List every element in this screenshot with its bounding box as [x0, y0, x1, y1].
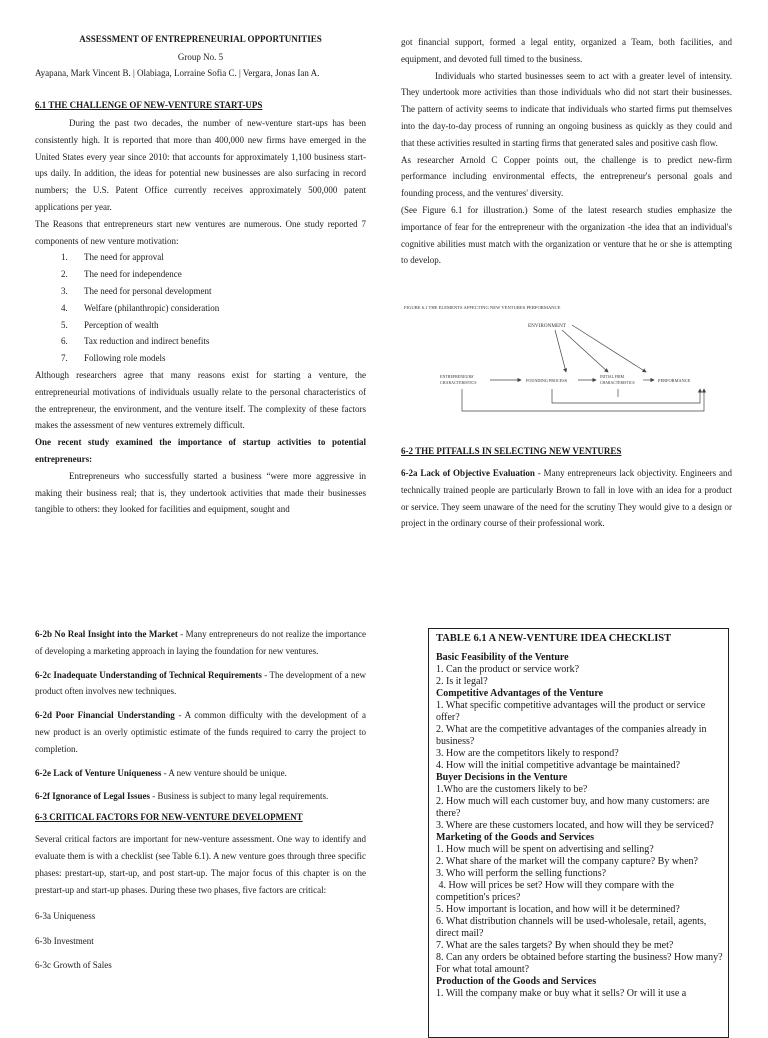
figure-caption: FIGURE 6.1 THE ELEMENTS AFFECTING NEW VENTURES PERFORMANCE	[404, 305, 561, 310]
paragraph: The Reasons that entrepreneurs start new ventures are numerous. One study reported 7 components of new venture motivation:	[35, 218, 366, 246]
critical-factor: 6-3b Investment	[35, 935, 94, 946]
feedback-line	[552, 389, 700, 403]
paragraph: Individuals who started businesses seem to act with a greater level of intensity. They undertook more activities than those individuals who did not start their businesses. The pattern of activity seems to indicate that individuals who started firms put themselves into the day-to-day process of running an ongoing business as quickly as they could and that these activities resulted in starting firms that generated sales and positive cash flow.	[401, 70, 732, 148]
table-item: 6. What distribution channels will be used-wholesale, retail, agents, direct mail?	[436, 916, 709, 939]
arrow	[562, 330, 608, 372]
performance-label: PERFORMANCE	[658, 378, 691, 383]
term: 6-2f Ignorance of Legal Issues	[35, 791, 150, 802]
pitfall-6-2b	[35, 626, 366, 660]
table-item: 4. How will the initial competitive advantage be maintained?	[436, 760, 681, 771]
entrepreneur-characteristics-label: CHARACTERISTICS	[440, 380, 477, 385]
table-item: 2. How much will each customer buy, and how many customers: are there?	[436, 796, 712, 819]
table-section	[436, 652, 728, 688]
table-title: TABLE 6.1 A NEW-VENTURE IDEA CHECKLIST	[436, 633, 672, 644]
section-heading-6-2: 6-2 THE PITFALLS IN SELECTING NEW VENTURES	[401, 446, 622, 456]
table-section	[436, 976, 728, 1000]
table-section-heading: Marketing of the Goods and Services	[436, 832, 595, 843]
entrepreneur-characteristics-label: ENTREPRENEURS'	[440, 374, 475, 379]
table-section	[436, 688, 728, 772]
table-item: 2. What are the competitive advantages of the companies already in business?	[436, 724, 710, 747]
term-text: - Business is subject to many legal requirements.	[150, 791, 329, 802]
author-line: Ayapana, Mark Vincent B. | Olabiaga, Lorraine Sofia C. | Vergara, Jonas Ian A.	[35, 68, 320, 78]
table-item: 4. How will prices be set? How will they compare with the competition's prices?	[436, 880, 677, 903]
table-item: 1. What specific competitive advantages will the product or service offer?	[436, 700, 708, 723]
pitfalls-section	[401, 446, 732, 532]
bold-paragraph: One recent study examined the importance of startup activities to potential entrepreneurs:	[35, 437, 366, 464]
pitfall-6-2a	[401, 465, 732, 532]
section-heading-6-1: 6.1 THE CHALLENGE OF NEW-VENTURE START-UPS	[35, 100, 263, 110]
term-text: - A new venture should be unique.	[161, 767, 287, 778]
figure-6-1-diagram	[400, 300, 732, 418]
critical-factor: 6-3c Growth of Sales	[35, 960, 112, 971]
pitfall-6-2d	[35, 707, 366, 757]
checklist-table	[428, 628, 729, 1038]
term-text: - The development of a new product often involves new techniques.	[35, 669, 366, 697]
pitfall-6-2e	[35, 765, 366, 782]
list-item: 6. Tax reduction and indirect benefits	[70, 333, 366, 350]
paragraph: (See Figure 6.1 for illustration.) Some of the latest research studies emphasize the importance of fear for the entrepreneur with the organization -the idea that an individual's cognitive abilities must match with the organization or venture that he or she is attempting to develop.	[401, 204, 732, 266]
table-item: 1. How much will be spent on advertising and selling?	[436, 844, 654, 855]
table-item: 5. How important is location, and how will it be determined?	[436, 904, 680, 915]
list-item: 4. Welfare (philanthropic) consideration	[70, 300, 366, 317]
table-section	[436, 772, 728, 832]
table-section-heading: Production of the Goods and Services	[436, 976, 597, 987]
table-item: 1.Who are the customers likely to be?	[436, 784, 588, 795]
list-item: 7. Following role models	[70, 350, 366, 367]
term: 6-2a Lack of Objective Evaluation	[401, 468, 535, 478]
list-item: 3. The need for personal development	[70, 283, 366, 300]
left-column-bottom	[35, 626, 366, 978]
term: 6-2c Inadequate Understanding of Technical Requirements	[35, 669, 262, 680]
paragraph: Although researchers agree that many reasons exist for starting a venture, the entrepreneurial motivations of individuals usually relate to the personal characteristics of the entrepreneur, the environment, and the venture itself. The complexity of these factors makes the assessment of new ventures extremely difficult.	[35, 369, 366, 431]
group-number: Group No. 5	[177, 52, 224, 62]
right-column-top	[401, 34, 732, 269]
table-item: 1. Can the product or service work?	[436, 664, 580, 675]
paragraph: got financial support, formed a legal entity, organized a Team, both facilities, and equipment, and devoted full timed to the business.	[401, 37, 732, 64]
paragraph: Several critical factors are important for new-venture assessment. One way to identify and evaluate them is with a checklist (see Table 6.1). A new venture goes through three specific phases: prestart-up, start-up, and post start-up. The major focus of this chapter is on the prestart-up and start-up phases. During these two phases, five factors are critical:	[35, 834, 366, 895]
table-section-heading: Competitive Advantages of the Venture	[436, 688, 604, 699]
table-item: 3. How are the competitors likely to respond?	[436, 748, 619, 759]
table-item: 3. Who will perform the selling functions?	[436, 868, 607, 879]
section-heading-6-3: 6-3 CRITICAL FACTORS FOR NEW-VENTURE DEVELOPMENT	[35, 812, 303, 823]
table-item: 2. Is it legal?	[436, 676, 488, 687]
term-text: - Many entrepreneurs lack objectivity. Engineers and technically trained people are particularly Brown to fall in love with an idea for a product or service. They seem unaware of the need for the scrutiny They would give to a design or project in the ordinary course of their professional work.	[401, 468, 732, 529]
motivation-list	[35, 249, 366, 367]
pitfall-6-2f	[35, 788, 366, 805]
table-item: 2. What share of the market will the company capture? By when?	[436, 856, 698, 867]
critical-factor: 6-3a Uniqueness	[35, 911, 96, 922]
environment-label: ENVIRONMENT	[528, 323, 567, 329]
term: 6-2d Poor Financial Understanding	[35, 710, 175, 721]
document-title: ASSESSMENT OF ENTREPRENEURIAL OPPORTUNITIES	[79, 34, 322, 44]
paragraph: As researcher Arnold C Copper points out, the challenge is to predict new-firm performance including environmental effects, the entrepreneur's personal goals and founding process, and the ventures' diversity.	[401, 154, 732, 199]
table-item: 8. Can any orders be obtained before starting the business? How many? For what total amount?	[436, 952, 726, 975]
term-text: - A common difficulty with the development of a new product is an overly optimistic estimate of the funds required to carry the project to completion.	[35, 710, 366, 754]
table-item: 7. What are the sales targets? By when should they be met?	[436, 940, 674, 951]
paragraph: During the past two decades, the number of new-venture start-ups has been consistently high. It is reported that more than 400,000 new firms have emerged in the United States every year since 2010: that accounts for approximately 1,100 business start-ups daily. In addition, the ideas for potential new businesses are also surfacing in record numbers; the U.S. Patent Office currently receives approximately 500,000 patent applications per year.	[35, 118, 366, 212]
arrow	[572, 325, 646, 372]
table-item: 1. Will the company make or buy what it sells? Or will it use a	[436, 988, 687, 999]
list-item: 1. The need for approval	[70, 249, 366, 266]
list-item: 5. Perception of wealth	[70, 317, 366, 334]
term: 6-2b No Real Insight into the Market	[35, 629, 178, 639]
table-section	[436, 832, 728, 976]
initial-firm-characteristics-label: INITIAL FIRM	[600, 375, 625, 379]
feedback-line	[462, 389, 704, 411]
list-item: 2. The need for independence	[70, 266, 366, 283]
table-section-heading: Buyer Decisions in the Venture	[436, 772, 568, 783]
table-section-heading: Basic Feasibility of the Venture	[436, 652, 569, 663]
pitfall-6-2c	[35, 667, 366, 701]
initial-firm-characteristics-label: CHARACTERISTICS	[600, 381, 635, 385]
term: 6-2e Lack of Venture Uniqueness	[35, 767, 162, 778]
arrow	[555, 330, 566, 372]
founding-process-label: FOUNDING PROCESS	[526, 378, 568, 383]
left-column-top	[35, 100, 366, 518]
paragraph: Entrepreneurs who successfully started a business “were more aggressive in making their business real; that is, they undertook activities that made their businesses tangible to others: they looked for facilities and equipment, sought and	[35, 470, 366, 515]
term-text: - Many entrepreneurs do not realize the importance of developing a marketing approach in laying the foundation for new ventures.	[35, 629, 366, 656]
table-item: 3. Where are these customers located, and how will they be serviced?	[436, 820, 714, 831]
